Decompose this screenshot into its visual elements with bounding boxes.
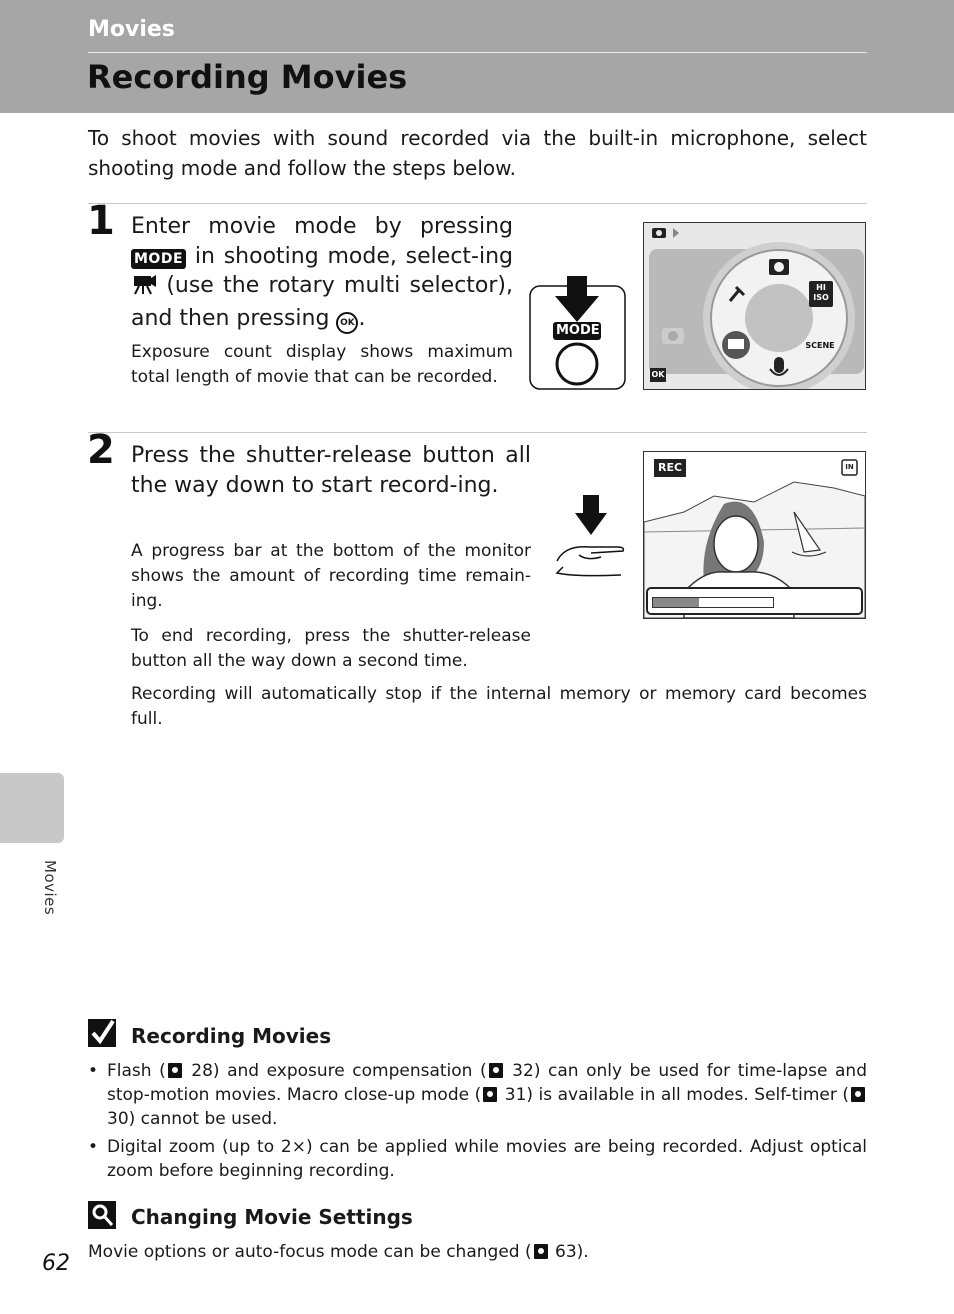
step2-description-3: Recording will automatically stop if the internal memory or memory card becomes full.	[131, 684, 867, 729]
chapter-side-tab	[0, 773, 64, 843]
recording-progress-fill	[653, 598, 699, 607]
recording-progress-bar	[652, 597, 774, 608]
rec-indicator-label: REC	[657, 461, 683, 474]
mode-menu-screen	[643, 222, 866, 390]
page-reference-icon	[168, 1063, 182, 1078]
recording-screen	[643, 451, 866, 619]
note2-body	[88, 1240, 867, 1264]
step-number-1: 1	[87, 198, 115, 244]
note1-bullet-1	[107, 1059, 867, 1131]
bullet1-text-e: ) cannot be used.	[128, 1109, 278, 1129]
step1-heading-part-c: (use the rotary multi selector), and then pressing	[131, 273, 514, 331]
bullet1-text-d: ) is available in all modes. Self-timer (	[526, 1085, 850, 1105]
mode-button-illustration	[529, 276, 626, 390]
header-band	[0, 0, 954, 113]
step2-description-1: A progress bar at the bottom of the monitor shows the amount of recording time remain-ing.	[131, 541, 531, 611]
note1-bullet-2: Digital zoom (up to 2×) can be applied while movies are being recorded. Adjust optical zoom before beginning recording.	[107, 1137, 867, 1181]
page-reference-icon	[851, 1087, 865, 1102]
bullet1-text-c: ) can only be used for time-lapse and stop-motion movies. Macro close-up mode (	[107, 1061, 868, 1105]
step1-heading-part-b: in shooting mode, select-ing	[194, 243, 513, 269]
note-recording-movies-title: Recording Movies	[131, 1024, 332, 1048]
bullet1-ref-1: 28	[191, 1061, 213, 1081]
movie-camera-icon	[131, 273, 157, 304]
internal-memory-icon: IN	[845, 463, 854, 471]
page-number: 62	[42, 1251, 70, 1276]
page-title: Recording Movies	[87, 58, 408, 96]
note2-text-a: Movie options or auto-focus mode can be changed (	[88, 1242, 532, 1262]
page-reference-icon	[483, 1087, 497, 1102]
bullet1-text-a: Flash (	[107, 1061, 166, 1081]
header-divider	[88, 52, 867, 53]
tip-magnifier-icon	[88, 1201, 118, 1231]
bullet1-ref-2: 32	[512, 1061, 534, 1081]
bullet1-ref-4: 30	[107, 1109, 129, 1129]
bullet1-text-b: ) and exposure compensation (	[212, 1061, 487, 1081]
note2-text-b: ).	[576, 1242, 589, 1262]
note2-ref: 63	[555, 1242, 577, 1262]
step1-heading-part-a: Enter movie mode by pressing	[131, 214, 513, 239]
mode-button-icon: MODE	[131, 249, 186, 269]
bullet-marker: •	[88, 1061, 99, 1081]
caution-check-icon	[88, 1019, 118, 1049]
ok-button-icon: OK	[336, 312, 358, 334]
step1-description: Exposure count display shows maximum total length of movie that can be recorded.	[131, 342, 513, 387]
shutter-press-illustration	[555, 495, 627, 581]
page-reference-icon	[534, 1244, 548, 1259]
step1-heading	[131, 212, 513, 334]
screen-scene-label: SCENE	[805, 341, 835, 350]
step2-description-2: To end recording, press the shutter-release button all the way down a second time.	[131, 626, 531, 671]
section-label: Movies	[88, 17, 175, 42]
page-reference-icon	[489, 1063, 503, 1078]
intro-paragraph: To shoot movies with sound recorded via the built-in microphone, select shooting mode and follow the steps below.	[88, 126, 867, 180]
chapter-side-label: Movies	[41, 860, 59, 916]
step1-divider	[88, 203, 867, 204]
step1-heading-end: .	[358, 305, 366, 331]
step2-divider	[88, 432, 867, 433]
bullet-marker: •	[88, 1137, 99, 1157]
step2-heading: Press the shutter-release button all the way down to start record-ing.	[131, 443, 531, 498]
step-number-2: 2	[87, 427, 115, 473]
note-changing-settings-title: Changing Movie Settings	[131, 1205, 413, 1229]
mode-button-label: MODE	[556, 323, 600, 338]
bullet1-ref-3: 31	[504, 1085, 527, 1105]
screen-hi-iso-label: HI ISO	[813, 283, 829, 302]
screen-ok-label: OK	[651, 370, 665, 379]
